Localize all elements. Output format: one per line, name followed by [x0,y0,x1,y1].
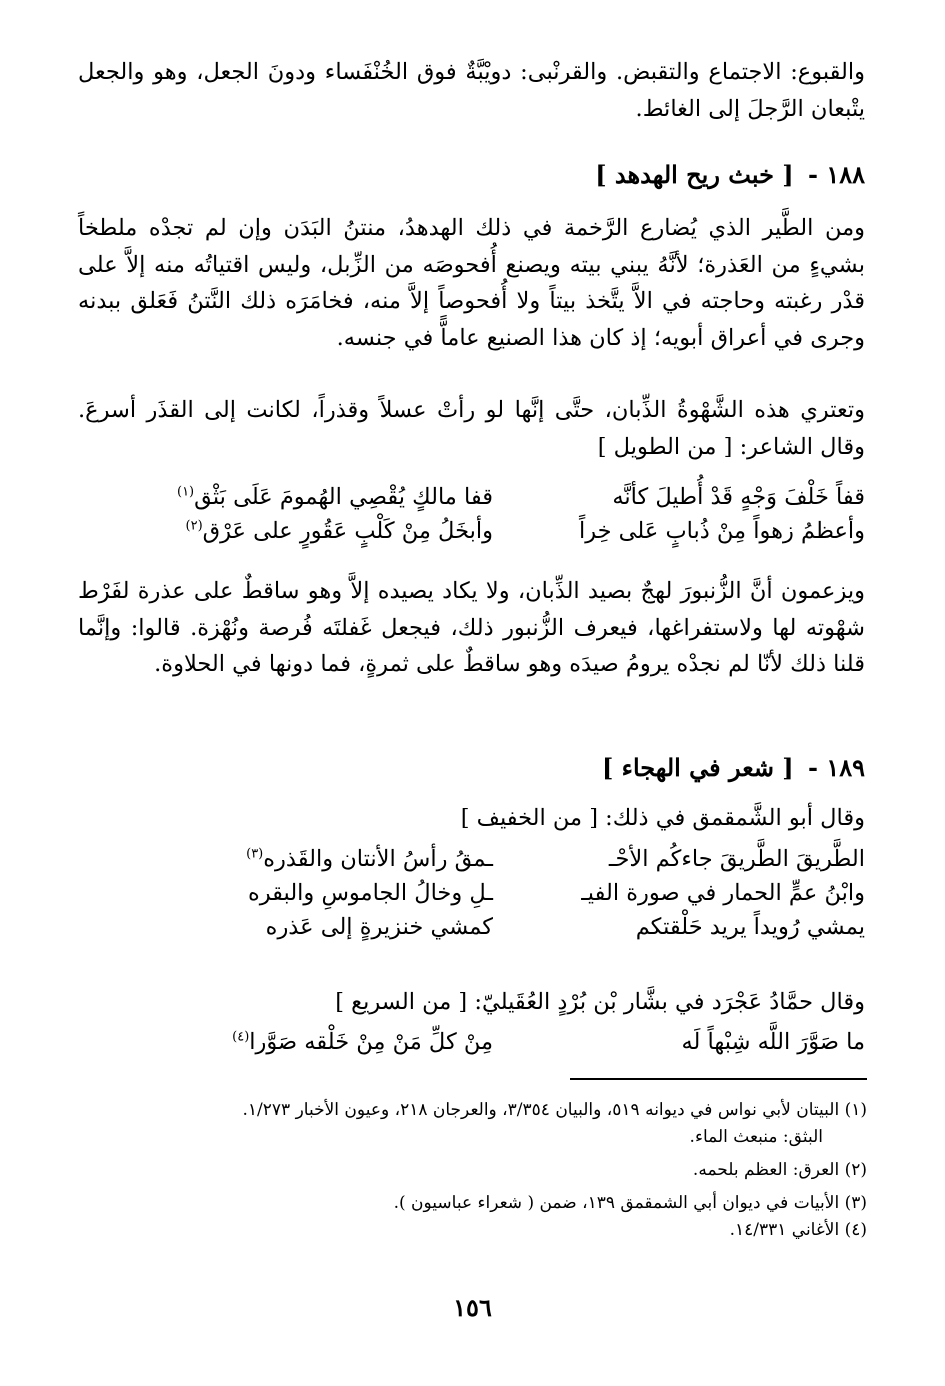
section-title: [ خبث ريح الهدهد ] [595,160,794,189]
section-189-intro: وقال أبو الشَّمقمق في ذلك: [ من الخفيف ] [460,805,865,831]
footnote-1-gloss: البثق: منبعث الماء. [689,1127,823,1147]
section-189-intro-2-block [78,984,865,1021]
section-number: ١٨٨ - [808,160,865,189]
verse-second-half: قفا مالكٍ يُقْصِي الهُمومَ عَلَى بَثْق$^{(١)}$ [176,484,493,510]
verse-second-half: ـمقُ رأسُ الأنتان والقَذره$^{(٣)}$ [246,846,493,872]
footnote-3: (٣) الأبيات في ديوان أبي الشمقمق ١٣٩، ضمن ( شعراء عباسيون ). [393,1193,867,1213]
section-188-paragraph-2: وتعتري هذه الشَّهْوةُ الذِّبان، حتَّى إنَّها لو رأتْ عسلاً وقذراً، لكانت إلى القذَر أسرعَ. وقال الشاعر: [ من الطويل ] [78,397,865,460]
verse-line [78,1025,865,1059]
section-number: ١٨٩ - [808,753,865,782]
page-number: ١٥٦ [453,1293,492,1322]
section-188-paragraph-1: ومن الطَّير الذي يُضارع الرَّخمة في ذلك الهدهدُ، منتنُ البَدَن وإن لم تجدْه ملطخاً بشيءٍ من العَذرة؛ لأنَّهُ يبني بيته ويصنع أُفحوصَه من الزِّبل، وليس اقتياتُه منه إلاَّ على قدْر رغبته وحاجته في الاَّ يتَّخذ بيتاً ولا أُفحوصاً إلاَّ منه، فخامَرَه ذلك النَّتنُ فَعَلق ببدنه وجرى في أعراق أبويه؛ إذ كان هذا الصنيع عاماًّ في جنسه. [78,215,865,351]
verse-first-half: ما صَوَّرَ اللَّه شِبْهاً لَه [681,1029,865,1055]
intro-paragraph: والقبوع: الاجتماع والتقبض. والقرنْبى: دويْبَّةٌ فوق الخُنْفَساء ودونَ الجعل، وهو والجعل يتْبعان الرَّجلَ إلى الغائط. [78,59,865,122]
verse-line [78,910,865,944]
verse-block-189 [78,842,865,944]
verse-second-half: وأبخَلُ مِنْ كَلْبٍ عَقُورٍ على عَرْق$^{(٢)}$ [185,518,493,544]
intro-block [78,54,865,127]
verse-block-188 [78,480,865,548]
verse-first-half: الطَّريقَ الطَّريقَ جاءكُم الأحْـ [608,846,865,872]
verse-line [78,842,865,876]
footnote-divider [570,1078,867,1080]
section-189-heading [78,752,865,784]
verse-second-half: مِنْ كلِّ مَنْ مِنْ خَلْقه صَوَّرا$^{(٤)}$ [232,1029,493,1055]
verse-line [78,876,865,910]
section-189-intro-block [78,800,865,837]
verse-first-half: قفاً خَلْفَ وَجْهٍ قَدْ أُطيلَ كأنَّه [612,484,865,510]
footnote-marker: (١) [176,484,195,500]
section-188-paragraph-1-block [78,210,865,356]
section-188-paragraph-3-block [78,573,865,683]
verse-second-half: ـلِ وخالُ الجاموسِ والبقره [247,880,493,906]
verse-first-half: يمشي رُويداً يريد حَلْقتكم [635,914,865,940]
verse-line [78,480,865,514]
footnote-marker: (٤) [232,1029,250,1045]
section-188-paragraph-3: ويزعمون أنَّ الزُّنبورَ لهجٌ بصيد الذِّبان، ولا يكاد يصيده إلاَّ وهو ساقطٌ على عذرة لفَرْط شهْوته لها ولاستفراغها، فيعرف الزُّنبور ذلك، فيجعل غَفلتَه فُرصة ونُهْزة. قالوا: وإنَّما قلنا ذلك لأنّا لم نجدْه يرومُ صيدَه وهو ساقطٌ على ثمرةٍ، فما دونها في الحلاوة. [78,578,865,677]
footnote-1: (١) البيتان لأبي نواس في ديوانه ٥١٩، والبيان ٣/٣٥٤، والعرجان ٢١٨، وعيون الأخبار ١/٢٧٣. [242,1100,867,1120]
verse-block-189-b [78,1025,865,1059]
footnote-marker: (٢) [185,518,203,534]
section-title: [ شعر في الهجاء ] [601,753,794,782]
footnote-4: (٤) الأغاني ١٤/٣٣١. [729,1220,867,1240]
section-188-heading [78,159,865,191]
footnote-2: (٢) العرق: العظم بلحمه. [692,1160,867,1180]
footnotes [78,1097,867,1244]
section-189-intro-2: وقال حمَّادُ عَجْرَد في بشَّار بْن بُرْدٍ العُقَيليّ: [ من السريع ] [335,989,865,1015]
footnote-marker: (٣) [246,846,264,862]
verse-line [78,514,865,548]
verse-first-half: وابْنُ عمٍّ الحمار في صورة الفيـ [581,880,865,906]
verse-first-half: وأعظمُ زهواً مِنْ ذُبابٍ عَلى خِراً [578,518,865,544]
section-188-paragraph-2-block [78,392,865,465]
verse-second-half: كمشي خنزيرةٍ إلى عَذره [265,914,493,940]
